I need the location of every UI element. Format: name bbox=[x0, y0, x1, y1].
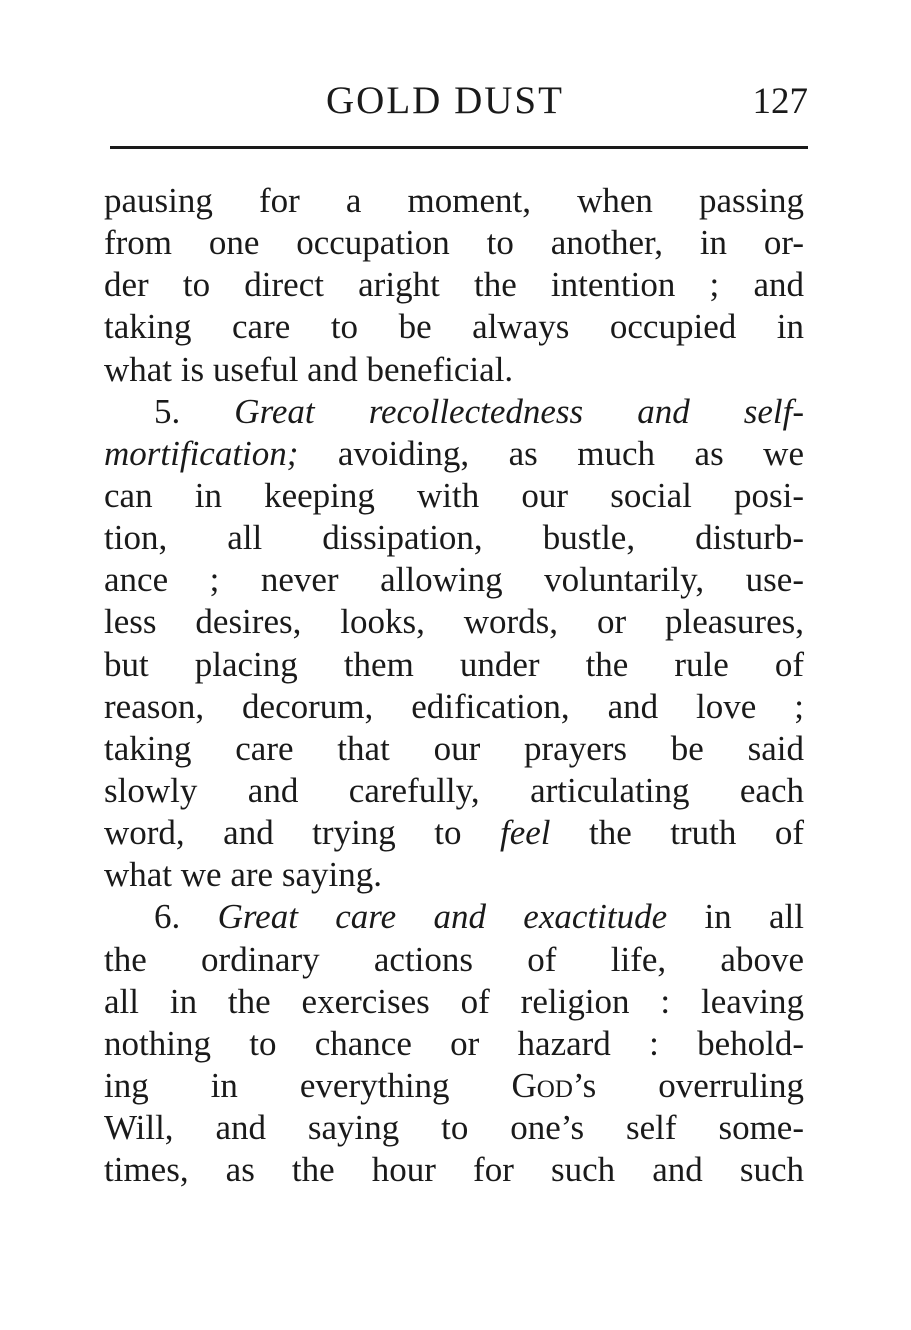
text-segment: 5. bbox=[154, 391, 235, 431]
text-segment: less desires, looks, words, or pleasures, bbox=[104, 602, 804, 642]
text-line bbox=[104, 644, 804, 686]
text-segment: der to direct aright the intention ; and bbox=[104, 265, 804, 305]
text-segment: slowly and carefully, articulating each bbox=[104, 770, 804, 810]
text-segment: reason, decorum, edification, and love ; bbox=[104, 686, 804, 726]
text-line bbox=[104, 981, 804, 1023]
text-segment: times, as the hour for such and such bbox=[104, 1150, 804, 1190]
text-line bbox=[104, 686, 804, 728]
text-segment: what is useful and beneficial. bbox=[104, 349, 514, 389]
text-segment: ing in everything bbox=[104, 1065, 512, 1105]
text-segment: what we are saying. bbox=[104, 855, 382, 895]
body-text bbox=[104, 180, 804, 1191]
text-line bbox=[104, 222, 804, 264]
text-segment: Will, and saying to one’s self some- bbox=[104, 1108, 804, 1148]
text-line bbox=[104, 475, 804, 517]
text-segment: from one occupation to another, in or- bbox=[104, 223, 804, 263]
text-line bbox=[104, 812, 804, 854]
text-segment: pausing for a moment, when passing bbox=[104, 181, 804, 220]
text-line bbox=[104, 517, 804, 559]
text-line bbox=[104, 1065, 804, 1107]
page-number: 127 bbox=[752, 81, 808, 122]
text-segment: word, and trying to bbox=[104, 813, 500, 853]
text-line bbox=[104, 939, 804, 981]
small-caps-text: God bbox=[511, 1065, 573, 1105]
text-line bbox=[104, 896, 804, 938]
text-line bbox=[104, 854, 804, 896]
text-segment: in all bbox=[667, 897, 804, 937]
text-line bbox=[104, 1107, 804, 1149]
text-segment: but placing them under the rule of bbox=[104, 644, 804, 684]
text-line bbox=[104, 306, 804, 348]
text-segment: taking care to be always occupied in bbox=[104, 307, 804, 347]
text-segment: 6. bbox=[154, 897, 218, 937]
text-line bbox=[104, 349, 804, 391]
header-rule bbox=[110, 146, 808, 149]
text-segment: taking care that our prayers be said bbox=[104, 728, 804, 768]
italic-text: mortification; bbox=[104, 433, 299, 473]
italic-text: Great recollectedness and self- bbox=[234, 391, 804, 431]
text-segment: ’s overruling bbox=[572, 1065, 805, 1105]
italic-text: feel bbox=[499, 813, 551, 853]
text-line bbox=[104, 391, 804, 433]
text-segment: can in keeping with our social posi- bbox=[104, 475, 804, 515]
text-line bbox=[104, 770, 804, 812]
text-segment: ance ; never allowing voluntarily, use- bbox=[104, 560, 804, 600]
running-title: GOLD DUST bbox=[326, 79, 564, 122]
text-line bbox=[104, 601, 804, 643]
text-segment: the truth of bbox=[550, 813, 804, 853]
text-line bbox=[104, 559, 804, 601]
text-line bbox=[104, 1149, 804, 1191]
text-line bbox=[104, 1023, 804, 1065]
text-line bbox=[104, 180, 804, 222]
text-segment: nothing to chance or hazard : behold- bbox=[104, 1023, 804, 1063]
text-segment: all in the exercises of religion : leaving bbox=[104, 981, 804, 1021]
text-line bbox=[104, 728, 804, 770]
text-line bbox=[104, 264, 804, 306]
italic-text: Great care and exactitude bbox=[217, 897, 668, 937]
text-line bbox=[104, 433, 804, 475]
text-segment: avoiding, as much as we bbox=[298, 433, 804, 473]
text-segment: tion, all dissipation, bustle, disturb- bbox=[104, 518, 804, 558]
text-segment: the ordinary actions of life, above bbox=[104, 939, 804, 979]
page-header bbox=[108, 78, 808, 128]
